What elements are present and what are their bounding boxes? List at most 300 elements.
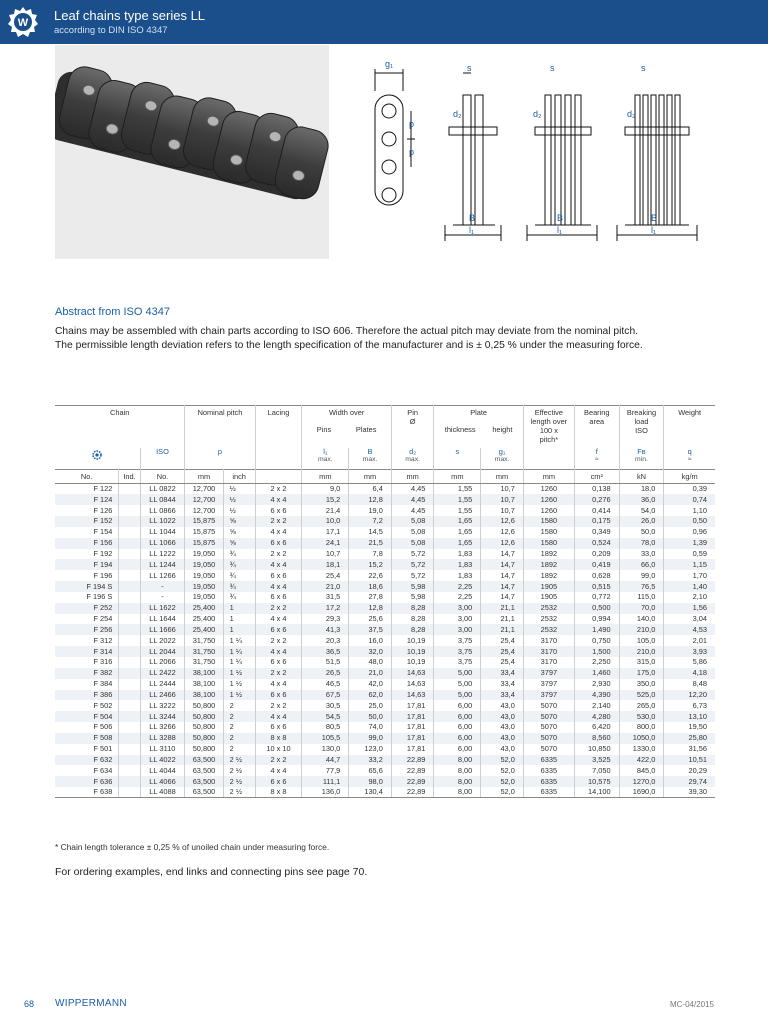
table-cell: 4,45	[391, 494, 434, 505]
table-cell: 25,400	[185, 603, 223, 614]
table-cell: 2 ½	[223, 765, 255, 776]
table-cell: 5,72	[391, 570, 434, 581]
table-cell: 6,00	[434, 711, 481, 722]
table-cell: 0,138	[574, 484, 619, 495]
table-cell: 6335	[523, 755, 574, 766]
table-cell: LL 0844	[140, 494, 185, 505]
col-plates: Plates	[355, 425, 377, 434]
table-cell: 2 x 2	[255, 668, 302, 679]
table-cell: 18,1	[302, 559, 349, 570]
table-cell	[119, 538, 140, 549]
table-cell: 1905	[523, 581, 574, 592]
table-cell: ⅝	[223, 516, 255, 527]
table-cell: 105,0	[619, 635, 664, 646]
table-cell: 32,0	[349, 646, 392, 657]
table-cell: 2532	[523, 614, 574, 625]
table-cell: 2,10	[692, 592, 707, 602]
table-cell: 315,0	[619, 657, 664, 668]
table-cell: 8 x 8	[255, 787, 302, 798]
table-cell: 265,0	[619, 700, 664, 711]
table-cell: 10,51	[664, 755, 715, 766]
table-cell: F 312	[55, 635, 119, 646]
table-cell: LL 1266	[140, 570, 185, 581]
table-cell: 1,10	[692, 505, 707, 515]
unit-no-iso: No.	[140, 470, 185, 484]
wippermann-gear-icon	[92, 450, 102, 460]
table-cell: 12,20	[664, 690, 715, 701]
table-cell: 50,0	[349, 711, 392, 722]
table-cell: 19,050	[185, 592, 223, 603]
table-cell: F 634	[55, 765, 119, 776]
table-cell: 6 x 6	[255, 776, 302, 787]
table-cell: ¾	[223, 559, 255, 570]
table-cell	[119, 657, 140, 668]
table-cell	[119, 581, 140, 592]
table-cell: 0,500	[574, 603, 619, 614]
table-cell: 0,750	[574, 635, 619, 646]
table-row	[55, 494, 715, 505]
table-cell: 33,4	[481, 679, 524, 690]
table-cell: 2 ½	[223, 755, 255, 766]
table-cell	[119, 624, 140, 635]
table-cell: 7,2	[349, 516, 392, 527]
table-cell: 105,5	[302, 733, 349, 744]
table-cell: 1580	[523, 527, 574, 538]
ordering-note: For ordering examples, end links and connecting pins see page 70.	[55, 866, 368, 878]
table-cell	[119, 755, 140, 766]
sym-iso: ISO	[140, 448, 185, 470]
table-cell: ½	[223, 494, 255, 505]
table-cell: 54,5	[302, 711, 349, 722]
table-cell: F 314	[55, 646, 119, 657]
table-cell: 8,560	[574, 733, 619, 744]
table-cell: 15,2	[349, 559, 392, 570]
table-cell: 0,175	[574, 516, 619, 527]
table-cell: 4 x 4	[255, 679, 302, 690]
table-cell: 4 x 4	[255, 614, 302, 625]
table-cell: 5,98	[391, 581, 434, 592]
table-cell: LL 1222	[140, 549, 185, 560]
table-row	[55, 614, 715, 625]
table-cell: 2,140	[574, 700, 619, 711]
page-header	[0, 0, 768, 44]
table-cell	[119, 722, 140, 733]
table-cell: 2	[223, 711, 255, 722]
table-cell: 52,0	[481, 776, 524, 787]
table-cell: 8,28	[391, 624, 434, 635]
table-cell: 2 x 2	[255, 603, 302, 614]
table-cell	[119, 570, 140, 581]
table-cell: 10,7	[481, 484, 524, 495]
table-cell: 1330,0	[619, 744, 664, 755]
table-cell: 2	[223, 744, 255, 755]
table-cell: 136,0	[302, 787, 349, 798]
table-cell: 10,0	[302, 516, 349, 527]
table-cell: 5070	[523, 733, 574, 744]
table-row	[55, 635, 715, 646]
table-cell: F 502	[55, 700, 119, 711]
table-cell: LL 1066	[140, 538, 185, 549]
table-cell: 12,700	[185, 505, 223, 516]
table-cell: 3,00	[434, 614, 481, 625]
table-cell: 14,63	[391, 668, 434, 679]
table-cell: 111,1	[302, 776, 349, 787]
table-cell: 2	[223, 733, 255, 744]
table-cell: 65,6	[349, 765, 392, 776]
table-row	[55, 646, 715, 657]
table-cell: 12,8	[349, 494, 392, 505]
table-cell: ⅝	[223, 538, 255, 549]
table-cell: 4,390	[574, 690, 619, 701]
table-cell: 3,75	[434, 635, 481, 646]
table-cell: 3,75	[434, 657, 481, 668]
col-height: height	[492, 425, 513, 434]
table-cell: 77,9	[302, 765, 349, 776]
table-cell: 12,700	[185, 484, 223, 495]
page-subtitle: according to DIN ISO 4347	[54, 25, 168, 36]
table-cell: 21,0	[349, 668, 392, 679]
table-cell: 31,5	[302, 592, 349, 603]
table-cell: 1,15	[664, 559, 715, 570]
table-cell: 14,5	[349, 527, 392, 538]
table-cell: 63,500	[185, 776, 223, 787]
table-cell: 5,72	[391, 559, 434, 570]
table-cell: 19,050	[185, 570, 223, 581]
table-cell: 10,19	[391, 646, 434, 657]
table-cell: 1,56	[664, 603, 715, 614]
table-cell: 22,89	[391, 787, 434, 798]
table-cell: 1690,0	[619, 787, 664, 798]
table-cell	[119, 700, 140, 711]
table-cell: 38,100	[185, 668, 223, 679]
table-cell: 2 x 2	[255, 635, 302, 646]
table-cell: 17,81	[391, 744, 434, 755]
table-cell	[119, 776, 140, 787]
label-l1-1: l₁	[469, 225, 475, 235]
table-cell: 3797	[523, 668, 574, 679]
table-cell: 6335	[523, 765, 574, 776]
table-cell: 1 ½	[223, 668, 255, 679]
table-cell	[119, 505, 140, 516]
table-cell: 25,400	[185, 624, 223, 635]
table-cell: 5070	[523, 722, 574, 733]
table-cell: 26,0	[619, 516, 664, 527]
label-s-2: s	[550, 63, 555, 73]
table-cell: 10,850	[574, 744, 619, 755]
sym-l1: l₁ max.	[302, 448, 349, 470]
table-row	[55, 570, 715, 581]
table-cell: LL 4044	[140, 765, 185, 776]
table-cell: 1580	[523, 538, 574, 549]
label-l1-3: l₁	[651, 225, 657, 235]
table-row	[55, 516, 715, 527]
table-cell: LL 4088	[140, 787, 185, 798]
table-cell: 0,349	[574, 527, 619, 538]
table-cell: 1260	[523, 494, 574, 505]
table-cell: 14,7	[481, 581, 524, 592]
table-cell: LL 1244	[140, 559, 185, 570]
table-cell: 6,73	[692, 700, 707, 710]
label-s-3: s	[641, 63, 646, 73]
table-cell: 6 x 6	[255, 570, 302, 581]
table-cell: 4,45	[391, 484, 434, 495]
table-cell: 10 x 10	[255, 744, 302, 755]
table-cell: 21,0	[302, 581, 349, 592]
table-cell: ¾	[223, 592, 255, 603]
table-cell: LL 0822	[140, 484, 185, 495]
label-B-2: B	[557, 213, 564, 223]
table-cell: LL 2022	[140, 635, 185, 646]
table-cell: 14,7	[481, 559, 524, 570]
table-cell: ¾	[223, 581, 255, 592]
table-cell: 17,81	[391, 711, 434, 722]
table-cell: 1,65	[434, 538, 481, 549]
table-cell: 52,0	[481, 755, 524, 766]
sym-FB: Fʙ min.	[619, 448, 664, 470]
table-cell: 5070	[523, 744, 574, 755]
table-row	[55, 776, 715, 787]
table-cell: 31,750	[185, 657, 223, 668]
table-cell: LL 1622	[140, 603, 185, 614]
table-cell: 51,5	[302, 657, 349, 668]
table-row	[55, 690, 715, 701]
table-cell: 1,55	[434, 505, 481, 516]
col-breaking-load: Breaking load ISO	[619, 406, 664, 448]
table-cell: 22,89	[391, 755, 434, 766]
table-cell: 1,490	[574, 624, 619, 635]
table-cell: 0,419	[574, 559, 619, 570]
table-cell: 41,3	[302, 624, 349, 635]
table-cell: 2,250	[574, 657, 619, 668]
table-cell: 1892	[523, 549, 574, 560]
table-cell: 1 ¼	[223, 646, 255, 657]
table-cell: 2 x 2	[255, 700, 302, 711]
page-title: Leaf chains type series LL	[54, 8, 206, 23]
table-cell: 6,00	[434, 733, 481, 744]
label-l1-2: l₁	[557, 225, 563, 235]
table-cell: LL 4066	[140, 776, 185, 787]
table-cell: 845,0	[619, 765, 664, 776]
table-cell: 12,6	[481, 538, 524, 549]
table-cell: 6,00	[434, 722, 481, 733]
table-cell: 130,0	[302, 744, 349, 755]
col-weight: Weight	[678, 408, 702, 417]
col-bearing-area: Bearing area	[574, 406, 619, 448]
table-cell: 3170	[523, 635, 574, 646]
table-cell: 24,1	[302, 538, 349, 549]
document-code: MC-04/2015	[669, 1000, 714, 1009]
table-cell: 74,0	[349, 722, 392, 733]
col-plate: Plate thickness height	[434, 406, 523, 448]
table-cell: 210,0	[619, 624, 664, 635]
table-cell: 5,08	[391, 516, 434, 527]
table-cell: 175,0	[619, 668, 664, 679]
table-row	[55, 700, 715, 711]
table-cell: LL 4022	[140, 755, 185, 766]
table-cell: 8,00	[434, 765, 481, 776]
table-cell: 0,276	[574, 494, 619, 505]
table-cell: F 126	[55, 505, 119, 516]
table-cell: 0,772	[574, 592, 619, 603]
table-cell: 80,5	[302, 722, 349, 733]
table-cell: 76,5	[619, 581, 664, 592]
table-cell: 50,800	[185, 744, 223, 755]
table-cell: 1892	[523, 570, 574, 581]
table-cell	[119, 711, 140, 722]
table-cell: 29,3	[302, 614, 349, 625]
table-cell: 15,875	[185, 538, 223, 549]
table-cell: 6335	[523, 776, 574, 787]
table-cell: F 384	[55, 679, 119, 690]
table-row	[55, 603, 715, 614]
table-cell: 1	[223, 603, 255, 614]
table-cell: 21,1	[481, 624, 524, 635]
table-cell: 37,5	[349, 624, 392, 635]
table-row	[55, 559, 715, 570]
table-cell: 1,65	[434, 516, 481, 527]
table-cell	[119, 765, 140, 776]
table-cell: 5,00	[434, 668, 481, 679]
table-cell: 5,72	[391, 549, 434, 560]
table-cell: LL 2444	[140, 679, 185, 690]
table-cell	[119, 484, 140, 495]
label-d2-3: d₂	[627, 109, 636, 119]
table-cell: 43,0	[481, 722, 524, 733]
table-cell: 8,00	[434, 787, 481, 798]
table-symbol-row	[55, 448, 715, 470]
table-cell: 16,0	[349, 635, 392, 646]
sym-s: s	[434, 448, 481, 470]
table-cell: 0,628	[574, 570, 619, 581]
table-cell: 4 x 4	[255, 765, 302, 776]
table-cell: 6,420	[574, 722, 619, 733]
abstract-line-2: The permissible length deviation refers to the length specification of the manufacturer and is ± 0,25 % under the measuring force.	[55, 340, 643, 351]
table-cell: 3170	[523, 657, 574, 668]
table-cell: 31,750	[185, 646, 223, 657]
table-cell: 0,50	[664, 516, 715, 527]
table-cell: 1 ½	[223, 679, 255, 690]
table-cell: 22,89	[391, 765, 434, 776]
table-row	[55, 527, 715, 538]
table-cell	[119, 549, 140, 560]
table-cell: 19,050	[185, 581, 223, 592]
table-cell	[119, 592, 140, 603]
table-cell: 52,0	[481, 787, 524, 798]
table-row	[55, 722, 715, 733]
table-cell: LL 1022	[140, 516, 185, 527]
table-cell: 38,100	[185, 690, 223, 701]
table-row	[55, 624, 715, 635]
table-cell: 18,0	[619, 484, 664, 495]
label-B-3: B	[651, 213, 658, 223]
table-cell: LL 0866	[140, 505, 185, 516]
unit-kn: kN	[619, 470, 664, 484]
table-cell: 12,700	[185, 494, 223, 505]
table-cell	[119, 733, 140, 744]
table-cell: 70,0	[619, 603, 664, 614]
label-d2-1: d₂	[453, 109, 462, 119]
table-cell: 2,25	[434, 592, 481, 603]
table-cell: 4 x 4	[255, 581, 302, 592]
table-cell: 63,500	[185, 755, 223, 766]
table-cell: 30,5	[302, 700, 349, 711]
table-cell: 21,1	[481, 603, 524, 614]
table-cell: 43,0	[481, 700, 524, 711]
table-cell: F 192	[55, 549, 119, 560]
col-lacing: Lacing	[255, 406, 302, 448]
table-footnote: * Chain length tolerance ± 0,25 % of unoiled chain under measuring force.	[55, 842, 330, 852]
table-cell: F 156	[55, 538, 119, 549]
table-cell: 54,0	[619, 505, 664, 516]
table-cell: 26,5	[302, 668, 349, 679]
table-cell: 46,5	[302, 679, 349, 690]
table-cell: 63,500	[185, 765, 223, 776]
unit-inch: inch	[223, 470, 255, 484]
table-cell: 20,3	[302, 635, 349, 646]
table-cell	[119, 559, 140, 570]
label-p-2: p	[409, 147, 415, 157]
table-row	[55, 592, 715, 603]
table-cell: 22,6	[349, 570, 392, 581]
table-cell: 1 ¼	[223, 635, 255, 646]
table-cell: 17,81	[391, 733, 434, 744]
table-cell: 15,2	[302, 494, 349, 505]
table-cell: LL 2466	[140, 690, 185, 701]
table-cell: LL 2422	[140, 668, 185, 679]
table-cell: 18,6	[349, 581, 392, 592]
table-cell: LL 1644	[140, 614, 185, 625]
table-cell: 14,100	[574, 787, 619, 798]
sym-g1: g₁ max.	[481, 448, 524, 470]
table-row	[55, 755, 715, 766]
table-cell: 21,5	[349, 538, 392, 549]
table-cell: LL 3266	[140, 722, 185, 733]
table-cell: 36,5	[302, 646, 349, 657]
table-row	[55, 744, 715, 755]
table-cell: 4 x 4	[255, 711, 302, 722]
table-cell: 1,500	[574, 646, 619, 657]
table-cell: 3,00	[434, 624, 481, 635]
table-cell: 2532	[523, 624, 574, 635]
table-cell: 12,6	[481, 527, 524, 538]
table-cell: 12,6	[481, 516, 524, 527]
table-cell: 6 x 6	[255, 624, 302, 635]
table-cell: 98,0	[349, 776, 392, 787]
table-cell: LL 2044	[140, 646, 185, 657]
table-cell: F 636	[55, 776, 119, 787]
table-cell: 1260	[523, 484, 574, 495]
table-cell: 5,00	[434, 690, 481, 701]
table-cell: 0,39	[692, 484, 707, 494]
table-cell: 5,08	[391, 527, 434, 538]
table-cell: 66,0	[619, 559, 664, 570]
table-cell: 19,50	[688, 722, 707, 732]
label-p-1: p	[409, 119, 415, 129]
table-cell: 6335	[523, 787, 574, 798]
table-cell: 21,1	[481, 614, 524, 625]
table-cell	[119, 635, 140, 646]
table-cell: 6 x 6	[255, 722, 302, 733]
table-cell: ⅝	[223, 527, 255, 538]
table-cell: 10,575	[574, 776, 619, 787]
table-cell: F 152	[55, 516, 119, 527]
table-cell: 5,98	[391, 592, 434, 603]
table-cell: 15,875	[185, 527, 223, 538]
table-cell: 44,7	[302, 755, 349, 766]
unit-cm2: cm²	[574, 470, 619, 484]
table-cell: F 122	[55, 484, 119, 495]
table-cell: 1,83	[434, 559, 481, 570]
